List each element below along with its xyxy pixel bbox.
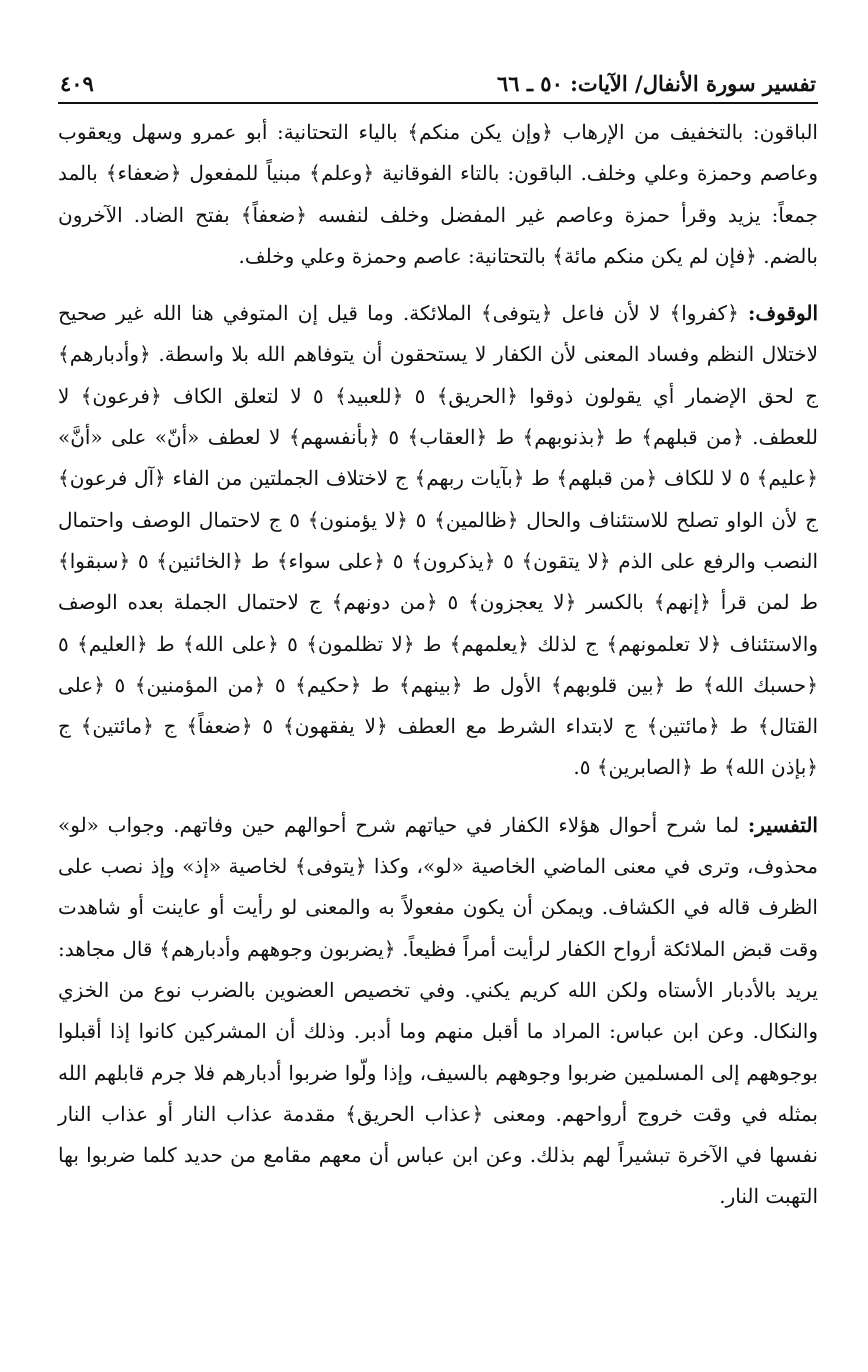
running-title: تفسير سورة الأنفال/ الآيات: ٥٠ ـ ٦٦ [496,71,816,96]
tafsir-label: التفسير: [747,812,818,837]
waqf-paragraph [58,293,818,789]
readings-paragraph: الباقون: بالتخفيف من الإرهاب ﴿وإن يكن منكم﴾ بالياء التحتانية: أبو عمرو وسهل ويعقوب وعاصم وحمزة وعلي وخلف. الباقون: بالتاء الفوقانية ﴿وعلم﴾ مبنياً للمفعول ﴿ضعفاء﴾ بالمد جمعاً: يزيد وقرأ حمزة وعاصم غير المفضل وخلف لنفسه ﴿ضعفاً﴾ بفتح الضاد. الآخرون بالضم. ﴿فإن لم يكن منكم مائة﴾ بالتحتانية: عاصم وحمزة وعلي وخلف. [58,120,818,268]
page-header [58,56,818,104]
waqf-label: الوقوف: [748,301,819,326]
tafsir-paragraph [58,805,818,1218]
paragraph-gap [58,277,818,293]
tafsir-text: لما شرح أحوال هؤلاء الكفار في حياتهم شرح أحوالهم حين وفاتهم. وجواب «لو» محذوف، وترى في معنى الماضي الخاصية «لو»، وكذا ﴿يتوفى﴾ لخاصية «إذ» وإذ نصب على الظرف قاله في الكشاف. ويمكن أن يكون مفعولاً به والمعنى لو رأيت أو عاينت أو شاهدت وقت قبض الملائكة أرواح الكفار لرأيت أمراً فظيعاً. ﴿يضربون وجوههم وأدبارهم﴾ قال مجاهد: يريد بالأدبار الأستاه ولكن الله كريم يكني. وفي تخصيص العضوين بالضرب نوع من الخزي والنكال. وعن ابن عباس: المراد ما أقبل منهم وما أدبر. وذلك أن المشركين كانوا إذا أقبلوا بوجوههم إلى المسلمين ضربوا وجوههم بالسيف، وإذا ولّوا ضربوا أدبارهم فلا جرم قابلهم الله بمثله في وقت خروج أرواحهم. ومعنى ﴿عذاب الحريق﴾ مقدمة عذاب النار أو عذاب النار نفسها في الآخرة تبشيراً لهم بذلك. وعن ابن عباس أن معهم مقامع من حديد كلما ضربوا بها التهبت النار. [58,812,818,1209]
page-number: ٤٠٩ [60,71,94,96]
waqf-text: ﴿كفروا﴾ لا لأن فاعل ﴿يتوفى﴾ الملائكة. وما قيل إن المتوفي هنا الله غير صحيح لاختلال النظم وفساد المعنى لأن الكفار لا يستحقون أن يتوفاهم الله بلا واسطة. ﴿وأدبارهم﴾ ج لحق الإضمار أي يقولون ذوقوا ﴿الحريق﴾ ٥ ﴿للعبيد﴾ ٥ لا لتعلق الكاف ﴿فرعون﴾ لا للعطف. ﴿من قبلهم﴾ ط ﴿بذنوبهم﴾ ط ﴿العقاب﴾ ٥ ﴿بأنفسهم﴾ لا لعطف «أنّ» على «أنَّ» ﴿عليم﴾ ٥ لا للكاف ﴿من قبلهم﴾ ط ﴿بآيات ربهم﴾ ج لاختلاف الجملتين من الفاء ﴿آل فرعون﴾ ج لأن الواو تصلح للاستئناف والحال ﴿ظالمين﴾ ٥ ﴿لا يؤمنون﴾ ٥ ج لاحتمال الوصف واحتمال النصب والرفع على الذم ﴿لا يتقون﴾ ٥ ﴿يذكرون﴾ ٥ ﴿على سواء﴾ ط ﴿الخائنين﴾ ٥ ﴿سبقوا﴾ ط لمن قرأ ﴿إنهم﴾ بالكسر ﴿لا يعجزون﴾ ٥ ﴿من دونهم﴾ ج لاحتمال الجملة بعده الوصف والاستئناف ﴿لا تعلمونهم﴾ ج لذلك ﴿يعلمهم﴾ ط ﴿لا تظلمون﴾ ٥ ﴿على الله﴾ ط ﴿العليم﴾ ٥ ﴿حسبك الله﴾ ط ﴿بين قلوبهم﴾ الأول ط ﴿بينهم﴾ ط ﴿حكيم﴾ ٥ ﴿من المؤمنين﴾ ٥ ﴿على القتال﴾ ط ﴿مائتين﴾ ج لابتداء الشرط مع العطف ﴿لا يفقهون﴾ ٥ ﴿ضعفاً﴾ ج ﴿مائتين﴾ ج ﴿بإذن الله﴾ ط ﴿الصابرين﴾ ٥. [58,301,819,780]
page [58,56,818,1218]
paragraph-gap [58,789,818,805]
